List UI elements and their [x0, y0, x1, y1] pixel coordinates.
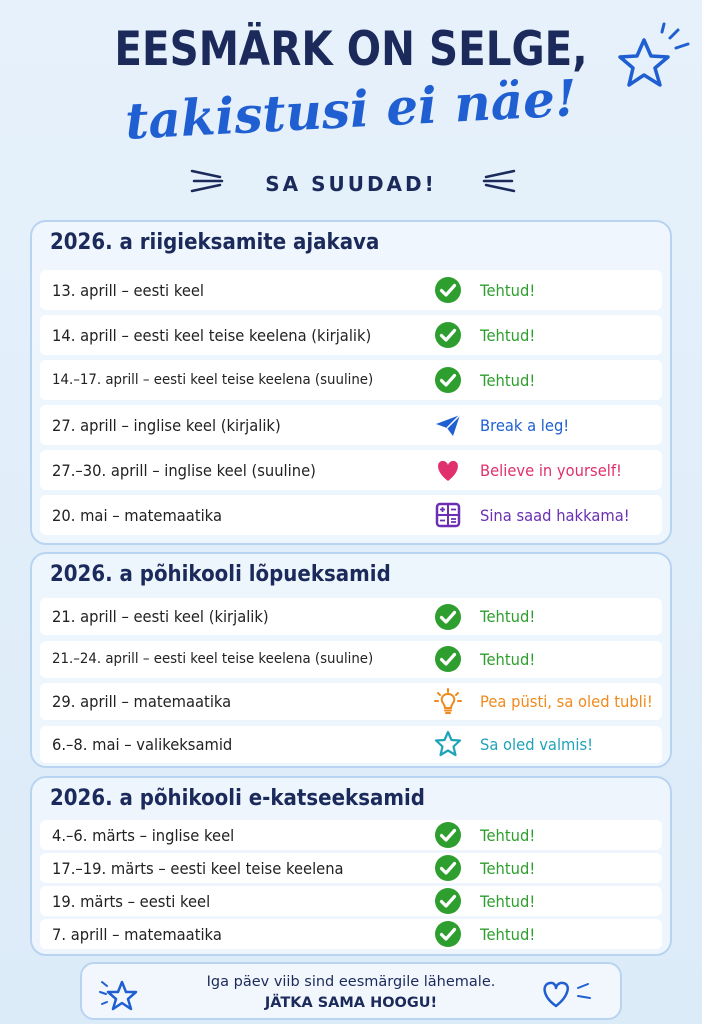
status-label: Sina saad hakkama!	[480, 505, 630, 525]
status-label: Tehtud!	[480, 325, 536, 345]
subtitle: SA SUUDAD!	[265, 172, 437, 196]
exam-date-subject: 14.–17. aprill – eesti keel teise keelena (suuline)	[52, 372, 374, 388]
status-label: Pea püsti, sa oled tubli!	[480, 692, 653, 711]
status-label: Tehtud!	[480, 607, 536, 626]
exam-row	[40, 919, 662, 949]
star-icon	[434, 730, 462, 758]
exam-row	[40, 726, 662, 763]
status-label: Tehtud!	[480, 924, 536, 944]
exam-date-subject: 19. märts – eesti keel	[52, 891, 211, 911]
exam-row	[40, 598, 662, 635]
exam-section-card	[30, 552, 672, 768]
exam-date-subject: 6.–8. mai – valikeksamid	[52, 734, 233, 754]
footer-cta: JÄTKA SAMA HOOGU!	[264, 995, 438, 1011]
motivation-footer	[80, 962, 622, 1020]
status-label: Tehtud!	[480, 649, 536, 669]
exam-date-subject: 4.–6. märts – inglise keel	[52, 825, 235, 845]
status-label: Tehtud!	[480, 858, 536, 878]
section-title: 2026. a riigieksamite ajakava	[50, 230, 380, 255]
status-label: Break a leg!	[480, 415, 570, 435]
status-label: Tehtud!	[480, 370, 536, 390]
check-icon	[434, 920, 462, 948]
lightbulb-icon	[434, 688, 462, 716]
heart-icon	[434, 456, 462, 484]
exam-date-subject: 14. aprill – eesti keel teise keelena (kirjalik)	[52, 325, 372, 345]
check-icon	[434, 821, 462, 849]
exam-section-card	[30, 220, 672, 545]
check-icon	[434, 645, 462, 673]
exam-date-subject: 17.–19. märts – eesti keel teise keelena	[52, 858, 344, 878]
page-title: EESMÄRK ON SELGE,	[114, 22, 588, 77]
calculator-icon	[434, 501, 462, 529]
exam-row	[40, 853, 662, 883]
section-title: 2026. a põhikooli e-katseeksamid	[50, 786, 425, 811]
exam-section-card	[30, 776, 672, 956]
status-label: Tehtud!	[480, 825, 536, 845]
heart-icon	[538, 976, 596, 1012]
exam-date-subject: 21. aprill – eesti keel (kirjalik)	[52, 607, 269, 626]
exam-row	[40, 405, 662, 445]
check-icon	[434, 887, 462, 915]
status-label: Believe in yourself!	[480, 460, 622, 480]
exam-row	[40, 820, 662, 850]
status-label: Sa oled valmis!	[480, 734, 594, 754]
check-icon	[434, 854, 462, 882]
exam-date-subject: 27.–30. aprill – inglise keel (suuline)	[52, 460, 316, 480]
status-label: Tehtud!	[480, 280, 536, 300]
exam-row	[40, 495, 662, 535]
exam-row	[40, 641, 662, 678]
page-title-script: takistusi ei näe!	[123, 68, 579, 151]
exam-row	[40, 360, 662, 400]
paper-plane-icon	[434, 411, 462, 439]
exam-row	[40, 683, 662, 720]
exam-date-subject: 20. mai – matemaatika	[52, 505, 222, 525]
check-icon	[434, 366, 462, 394]
check-icon	[434, 276, 462, 304]
exam-row	[40, 315, 662, 355]
section-title: 2026. a põhikooli lõpueksamid	[50, 562, 391, 587]
check-icon	[434, 321, 462, 349]
exam-date-subject: 21.–24. aprill – eesti keel teise keelena (suuline)	[52, 651, 374, 667]
exam-date-subject: 7. aprill – matemaatika	[52, 924, 222, 944]
status-label: Tehtud!	[480, 891, 536, 911]
burst-lines-icon	[480, 165, 516, 195]
exam-row	[40, 886, 662, 916]
check-icon	[434, 603, 462, 631]
exam-row	[40, 450, 662, 490]
exam-date-subject: 13. aprill – eesti keel	[52, 280, 205, 300]
exam-date-subject: 29. aprill – matemaatika	[52, 692, 232, 711]
exam-date-subject: 27. aprill – inglise keel (kirjalik)	[52, 415, 281, 435]
poster-header	[0, 0, 702, 215]
exam-row	[40, 270, 662, 310]
footer-message: Iga päev viib sind eesmärgile lähemale.	[206, 974, 496, 990]
